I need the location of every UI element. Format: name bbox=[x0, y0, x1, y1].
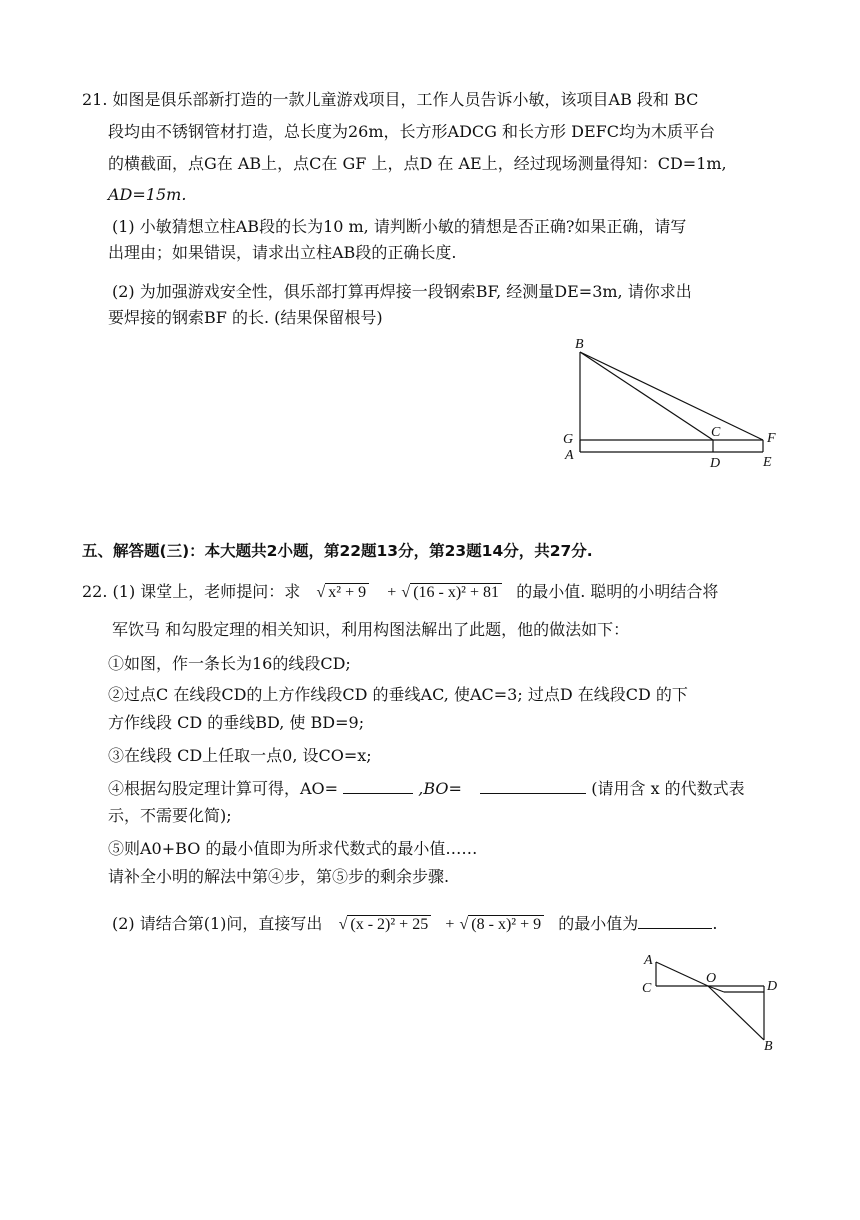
section5-heading: 五、解答题(三)：本大题共2小题，第22题13分，第23题14分，共27分. bbox=[82, 542, 593, 560]
q22-figure bbox=[636, 948, 786, 1056]
q22-step2-line1: ②过点C 在线段CD的上方作线段CD 的垂线AC, 使AC=3; 过点D 在线段CD 的下 bbox=[108, 685, 688, 704]
q21-part2-line2: 要焊接的钢索BF 的长. (结果保留根号) bbox=[108, 308, 383, 327]
label-a: A bbox=[644, 953, 653, 968]
q22-line1 bbox=[82, 581, 718, 604]
segment-bc bbox=[580, 352, 713, 440]
q22-line1-prefix: 22. (1) 课堂上，老师提问：求 bbox=[82, 582, 301, 601]
q22-step2-line2: 方作线段 CD 的垂线BD, 使 BD=9; bbox=[108, 713, 365, 732]
q22-expr1-plus: + bbox=[387, 584, 397, 601]
q22-step5: ⑤则A0+BO 的最小值即为所求代数式的最小值…… bbox=[108, 839, 478, 858]
q22-instruction: 请补全小明的解法中第④步，第⑤步的剩余步骤. bbox=[108, 867, 450, 886]
q22-step1: ①如图，作一条长为16的线段CD; bbox=[108, 654, 351, 673]
label-c: C bbox=[711, 425, 721, 440]
label-c: C bbox=[642, 981, 652, 996]
segment-ao bbox=[656, 962, 708, 986]
q22-expr1-a: x² + 9 bbox=[325, 583, 369, 601]
label-a: A bbox=[565, 448, 574, 463]
q22-step4-line1 bbox=[108, 777, 745, 800]
q22-step4-suffix: (请用含 x 的代数式表 bbox=[591, 779, 745, 798]
sqrt-icon: √ bbox=[401, 584, 411, 601]
label-f: F bbox=[767, 431, 776, 446]
segment-ob bbox=[708, 986, 764, 1040]
q22-line1-suffix: 的最小值. 聪明的小明结合将 bbox=[516, 582, 719, 601]
q22-expr1-b: (16 - x)² + 81 bbox=[410, 583, 502, 601]
answer-blank-min[interactable] bbox=[638, 912, 712, 929]
label-d: D bbox=[710, 456, 721, 471]
label-g: G bbox=[563, 432, 574, 447]
q22-step3: ③在线段 CD上任取一点0, 设CO=x; bbox=[108, 746, 372, 765]
q22-part2 bbox=[112, 912, 717, 936]
q22-part2-suffix: 的最小值为 bbox=[558, 914, 639, 933]
sqrt-icon: √ bbox=[338, 916, 348, 933]
q21-line4: AD=15m. bbox=[108, 185, 187, 204]
q22-step4-mid: ,BO= bbox=[418, 779, 462, 798]
answer-blank-bo[interactable] bbox=[480, 777, 586, 794]
sqrt-icon: √ bbox=[316, 584, 326, 601]
q22-expr2-plus: + bbox=[445, 916, 455, 933]
label-o: O bbox=[706, 971, 717, 986]
q21-line2: 段均由不锈钢管材打造，总长度为26m，长方形ADCG 和长方形 DEFC均为木质平台 bbox=[108, 122, 715, 141]
q22-expr2-a: (x - 2)² + 25 bbox=[347, 915, 431, 933]
q21-line3: 的横截面，点G在 AB上，点C在 GF 上，点D 在 AE上，经过现场测量得知：CD=1m, bbox=[108, 154, 727, 173]
q21-figure bbox=[555, 332, 795, 472]
q22-line2: 军饮马 和勾股定理的相关知识，利用构图法解出了此题，他的做法如下： bbox=[112, 620, 630, 639]
segment-bf bbox=[580, 352, 763, 440]
q21-part1-line2: 出理由；如果错误，请求出立柱AB段的正确长度. bbox=[108, 243, 457, 262]
sqrt-icon: √ bbox=[459, 916, 469, 933]
label-d: D bbox=[767, 979, 778, 994]
q21-part2-line1: (2) 为加强游戏安全性，俱乐部打算再焊接一段钢索BF, 经测量DE=3m, 请你求出 bbox=[112, 282, 692, 301]
q21-line1: 21. 如图是俱乐部新打造的一款儿童游戏项目，工作人员告诉小敏，该项目AB 段和 BC bbox=[82, 90, 699, 109]
q22-part2-end: . bbox=[712, 914, 718, 933]
q22-expr2-b: (8 - x)² + 9 bbox=[468, 915, 544, 933]
q21-part1-line1: (1) 小敏猜想立柱AB段的长为10 m, 请判断小敏的猜想是否正确?如果正确，请写 bbox=[112, 217, 687, 236]
label-b: B bbox=[764, 1039, 773, 1054]
label-e: E bbox=[763, 455, 772, 470]
q22-step4-line2: 示，不需要化简); bbox=[108, 806, 232, 825]
label-b: B bbox=[575, 337, 584, 352]
answer-blank-ao[interactable] bbox=[343, 777, 413, 794]
q22-part2-prefix: (2) 请结合第(1)问，直接写出 bbox=[112, 914, 323, 933]
q22-step4-prefix: ④根据勾股定理计算可得，AO= bbox=[108, 779, 339, 798]
